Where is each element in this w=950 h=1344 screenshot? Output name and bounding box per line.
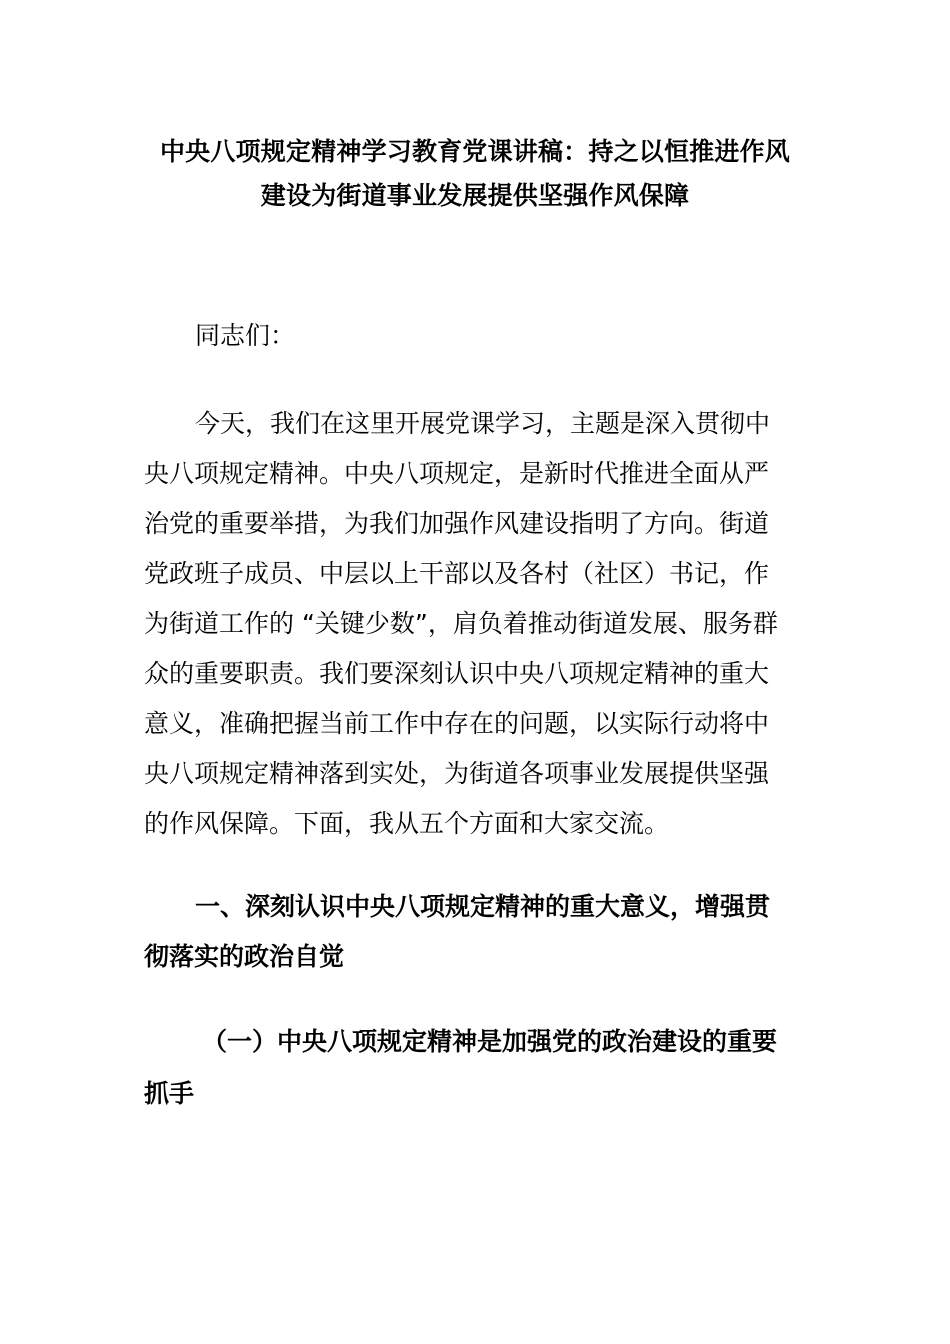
title-line-2: 建设为街道事业发展提供坚强作风保障 xyxy=(260,181,690,210)
heading-line: （一）中央八项规定精神是加强党的政治建设的重要 xyxy=(202,1027,778,1056)
heading-line: 一、深刻认识中央八项规定精神的重大意义，增强贯 xyxy=(195,892,771,921)
heading-line: 抓手 xyxy=(144,1079,195,1108)
heading-line: 彻落实的政治自觉 xyxy=(144,942,345,971)
paragraph-line: 党政班子成员、中层以上干部以及各村（社区）书记，作 xyxy=(144,559,770,588)
title-line-1: 中央八项规定精神学习教育党课讲稿：持之以恒推进作风 xyxy=(159,137,790,166)
paragraph-line: 央八项规定精神。中央八项规定，是新时代推进全面从严 xyxy=(144,459,770,488)
paragraph-line: 的作风保障。下面，我从五个方面和大家交流。 xyxy=(144,809,670,838)
document-title xyxy=(140,130,810,218)
paragraph-line: 为街道工作的 “关键少数”，肩负着推动街道发展、服务群 xyxy=(144,609,778,638)
salutation: 同志们： xyxy=(195,321,296,350)
paragraph-line: 今天，我们在这里开展党课学习，主题是深入贯彻中 xyxy=(195,409,771,438)
paragraph-line: 央八项规定精神落到实处，为街道各项事业发展提供坚强 xyxy=(144,759,770,788)
paragraph-line: 意义，准确把握当前工作中存在的问题，以实际行动将中 xyxy=(144,709,770,738)
paragraph-line: 治党的重要举措，为我们加强作风建设指明了方向。街道 xyxy=(144,509,770,538)
subsection-heading-1 xyxy=(144,1016,794,1120)
section-heading-1 xyxy=(144,882,794,982)
paragraph-line: 众的重要职责。我们要深刻认识中央八项规定精神的重大 xyxy=(144,659,770,688)
intro-paragraph xyxy=(144,399,794,849)
